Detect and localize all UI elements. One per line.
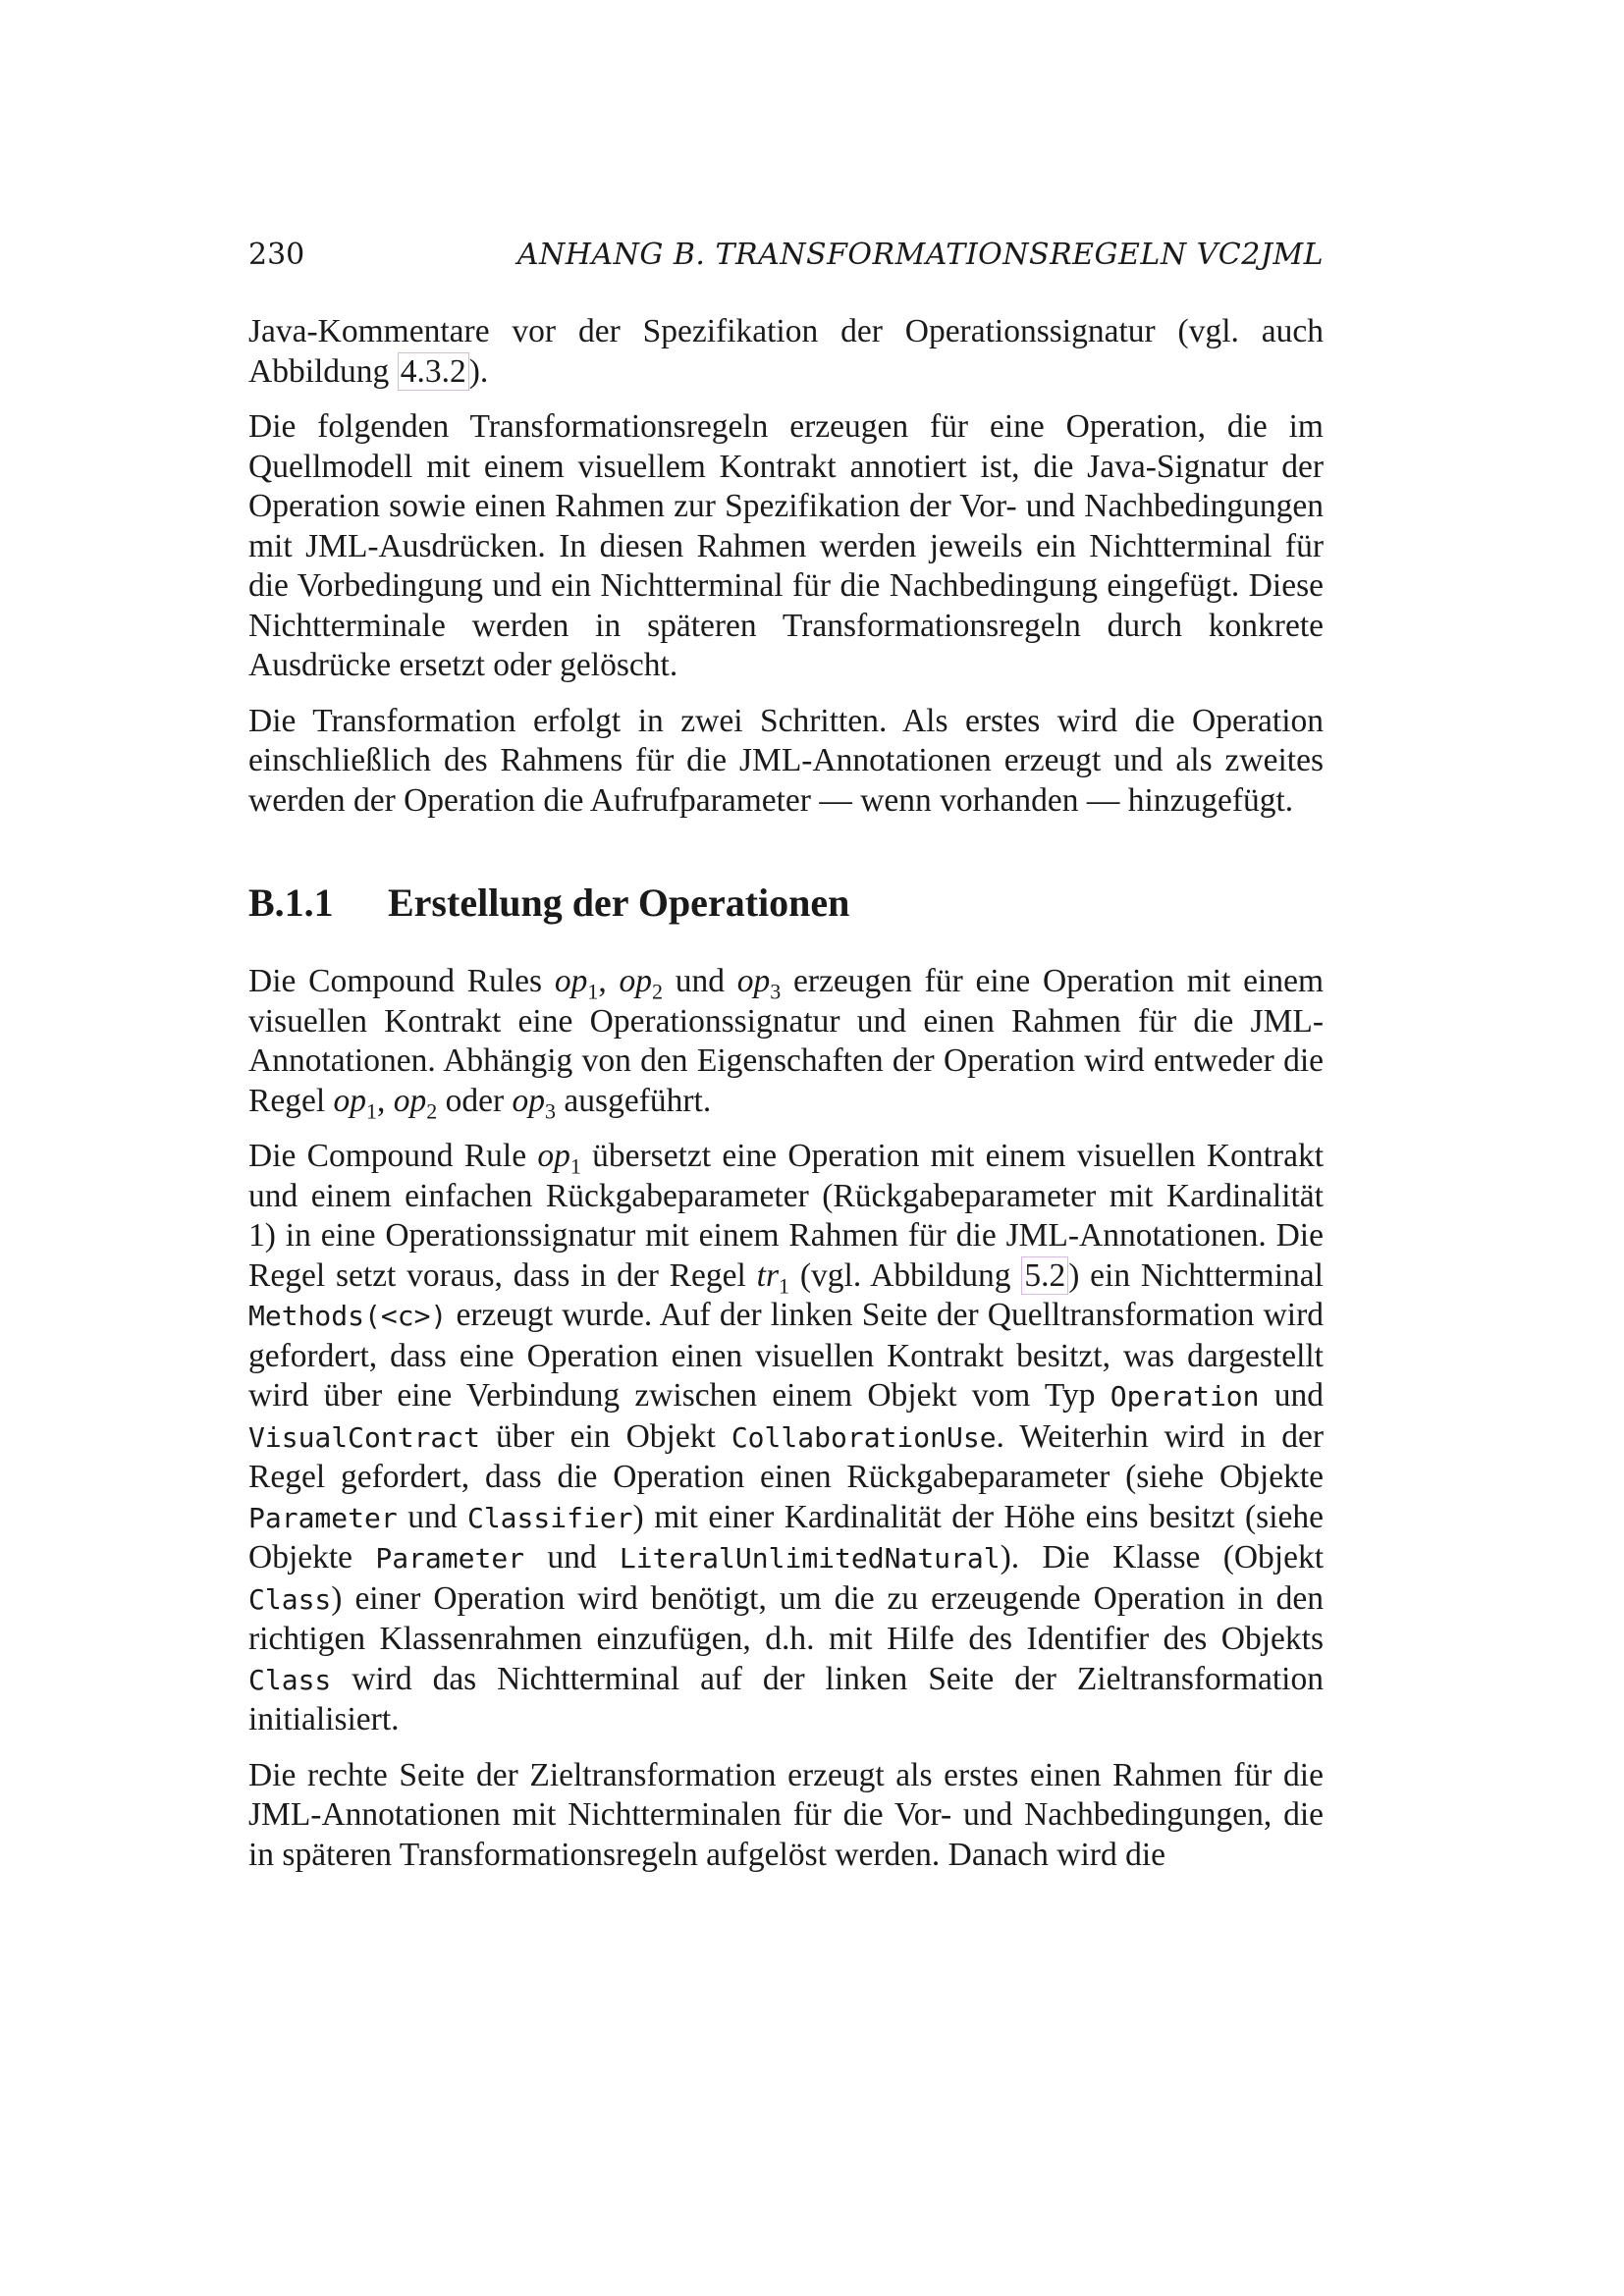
text-span: und <box>663 963 737 999</box>
text-span: oder <box>437 1082 513 1119</box>
document-page <box>248 236 1324 1891</box>
code-class: Class <box>248 1582 332 1616</box>
text-span: übersetzt eine Operation mit einem visuellen Kontrakt und einem einfachen Rückgabeparameter (Rückgabeparameter mit Kardinalität 1) in eine Operationssignatur mit einem Rahmen für die JML-Annotationen. Die Regel setzt voraus, dass in der Regel <box>248 1138 1325 1294</box>
paragraph-2: Die folgenden Transformationsregeln erzeugen für eine Operation, die im Quellmodell mit einem visuellem Kontrakt annotiert ist, die Java-Signatur der Operation sowie einen Rahmen zur Spezifikation der Vor- und Nachbedingungen mit JML-Ausdrücken. In diesen Rahmen werden jeweils ein Nichtterminal für die Vorbedingung und ein Nichtterminal für die Nachbedingung eingefügt. Diese Nichtterminale werden in späteren Transformationsregeln durch konkrete Ausdrücke ersetzt oder gelöscht. <box>248 408 1324 683</box>
paragraph-1 <box>248 312 1324 392</box>
math-op: $op_1$ <box>537 1138 581 1179</box>
text-span: und <box>524 1539 620 1575</box>
math-op: $op_3$ <box>736 963 782 1004</box>
text-span: Java-Kommentare vor der Spezifikation der Operationssignatur (vgl. auch Abbildung <box>248 313 1324 390</box>
paragraph-5 <box>248 1137 1324 1740</box>
text-span: und <box>397 1498 467 1535</box>
text-span: erzeugen für eine Operation mit einem visuellen Kontrakt eine Operationssignatur und einen Rahmen für die JML-Annotationen. Abhängig von den Eigenschaften der Operation wird entweder die Regel <box>248 963 1325 1119</box>
text-span: . Weiterhin wird in der Regel gefordert, dass die Operation einen Rückgabeparameter (siehe Objekte <box>248 1417 1324 1495</box>
text-span: (vgl. Abbildung <box>789 1256 1022 1294</box>
text-span: ) mit einer Kardinalität der Höhe eins besitzt (siehe Objekte <box>248 1498 1325 1575</box>
code-collaborationuse: CollaborationUse <box>731 1420 997 1454</box>
math-op: $op_2$ <box>619 963 663 1004</box>
code-class: Class <box>248 1663 332 1696</box>
math-op: $op_1$ <box>333 1082 378 1124</box>
section-title: Erstellung der Operationen <box>388 881 850 925</box>
text-span: und <box>1259 1377 1324 1414</box>
paragraph-4 <box>248 962 1325 1124</box>
text-span: ). <box>468 352 489 390</box>
math-op: $op_2$ <box>393 1082 438 1124</box>
math-op: $op_3$ <box>512 1082 557 1124</box>
running-title: ANHANG B. TRANSFORMATIONSREGELN VC2JML <box>516 238 1324 272</box>
code-operation: Operation <box>1110 1380 1260 1413</box>
page-number: 230 <box>248 238 305 272</box>
figure-reference-link[interactable]: 5.2 <box>1021 1256 1068 1295</box>
text-span: ausgeführt. <box>556 1082 712 1119</box>
text-span: ) einer Operation wird benötigt, um die zu erzeugende Operation in den richtigen Klassenrahmen einzufügen, d.h. mit Hilfe des Identifier des Objekts <box>248 1579 1324 1657</box>
code-methods: Methods(<c>) <box>248 1300 448 1332</box>
code-parameter: Parameter <box>375 1542 525 1575</box>
text-span: ). Die Klasse (Objekt <box>1000 1539 1325 1575</box>
section-number: B.1.1 <box>248 881 334 925</box>
figure-reference-link[interactable]: 4.3.2 <box>398 352 469 391</box>
section-heading <box>248 880 1324 927</box>
math-tr: $tr_1$ <box>756 1256 790 1299</box>
text-span: Die Compound Rule <box>248 1138 538 1174</box>
text-span: ) ein Nichtterminal <box>1068 1256 1324 1294</box>
code-literalunlimitednatural: LiteralUnlimitedNatural <box>619 1542 1001 1575</box>
text-span: Die Compound Rules <box>248 963 555 999</box>
text-span: wird das Nichtterminal auf der linken Seite der Zieltransformation initialisiert. <box>248 1660 1324 1737</box>
paragraph-6: Die rechte Seite der Zieltransformation erzeugt als erstes einen Rahmen für die JML-Annotationen mit Nichtterminalen für die Vor- und Nachbedingungen, die in späteren Transformationsregeln aufgelöst werden. Danach wird die <box>248 1756 1324 1873</box>
code-parameter: Parameter <box>248 1501 398 1534</box>
code-visualcontract: VisualContract <box>248 1420 481 1454</box>
paragraph-3: Die Transformation erfolgt in zwei Schritten. Als erstes wird die Operation einschließlich des Rahmens für die JML-Annotationen erzeugt und als zweites werden der Operation die Aufrufparameter — wenn vorhanden — hinzugefügt. <box>248 702 1324 819</box>
code-classifier: Classifier <box>466 1501 633 1534</box>
text-span: , <box>598 963 620 999</box>
math-op: $op_1$ <box>554 963 599 1004</box>
text-span: über ein Objekt <box>480 1417 731 1455</box>
text-span: , <box>377 1082 394 1119</box>
page-header <box>248 236 1324 275</box>
text-span: erzeugt wurde. Auf der linken Seite der Quelltransformation wird gefordert, dass eine Operation einen visuellen Kontrakt besitzt, was dargestellt wird über eine Verbindung zwischen einem Objekt vom Typ <box>248 1297 1324 1414</box>
